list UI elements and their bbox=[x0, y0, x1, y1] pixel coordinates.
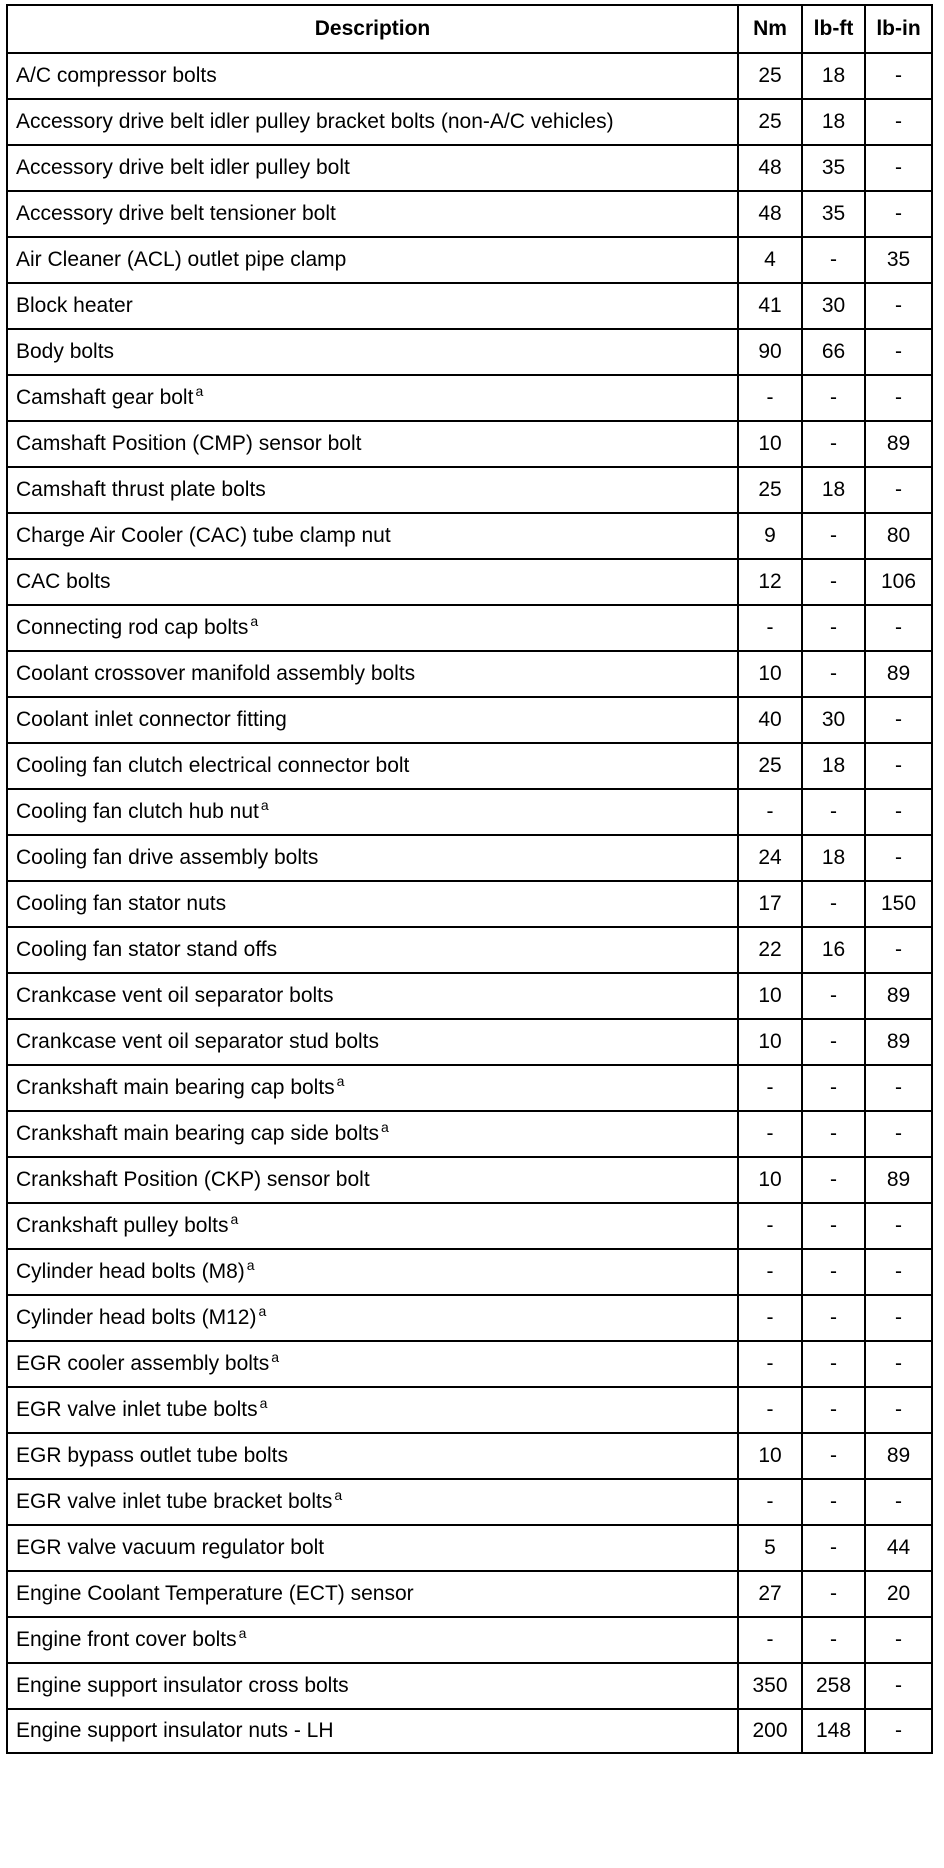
lb-ft-value-cell: - bbox=[802, 1157, 865, 1203]
lb-in-value-cell: - bbox=[865, 789, 932, 835]
description-text: Air Cleaner (ACL) outlet pipe clamp bbox=[16, 248, 347, 271]
nm-value-cell: - bbox=[738, 1295, 802, 1341]
nm-value-cell: - bbox=[738, 1617, 802, 1663]
nm-value-cell: 10 bbox=[738, 651, 802, 697]
description-cell bbox=[7, 1111, 738, 1157]
lb-ft-value-cell: - bbox=[802, 651, 865, 697]
lb-in-value-cell: - bbox=[865, 1203, 932, 1249]
description-cell bbox=[7, 973, 738, 1019]
lb-in-value-cell: 20 bbox=[865, 1571, 932, 1617]
description-cell bbox=[7, 1387, 738, 1433]
description-text: Crankshaft Position (CKP) sensor bolt bbox=[16, 1168, 370, 1191]
lb-in-value-cell: - bbox=[865, 1387, 932, 1433]
nm-value-cell: 40 bbox=[738, 697, 802, 743]
table-row bbox=[7, 53, 932, 99]
lb-in-value-cell: - bbox=[865, 1663, 932, 1709]
footnote-marker: a bbox=[259, 1395, 268, 1411]
lb-in-value-cell: - bbox=[865, 835, 932, 881]
description-text: Crankshaft main bearing cap bolts bbox=[16, 1076, 335, 1099]
nm-value-cell: - bbox=[738, 605, 802, 651]
description-text: EGR valve vacuum regulator bolt bbox=[16, 1536, 325, 1559]
lb-ft-value-cell: - bbox=[802, 881, 865, 927]
nm-value-cell: 90 bbox=[738, 329, 802, 375]
lb-ft-value-cell: 18 bbox=[802, 53, 865, 99]
description-text: Engine support insulator cross bolts bbox=[16, 1674, 349, 1697]
lb-in-value-cell: - bbox=[865, 1249, 932, 1295]
nm-value-cell: 48 bbox=[738, 145, 802, 191]
description-cell bbox=[7, 743, 738, 789]
nm-value-cell: 4 bbox=[738, 237, 802, 283]
lb-in-value-cell: 89 bbox=[865, 973, 932, 1019]
footnote-marker: a bbox=[246, 1257, 255, 1273]
description-cell bbox=[7, 651, 738, 697]
table-row bbox=[7, 1387, 932, 1433]
torque-spec-table bbox=[6, 4, 933, 1754]
lb-ft-value-cell: 148 bbox=[802, 1709, 865, 1753]
description-text: EGR bypass outlet tube bolts bbox=[16, 1444, 288, 1467]
lb-in-value-cell: 89 bbox=[865, 1157, 932, 1203]
description-text: Charge Air Cooler (CAC) tube clamp nut bbox=[16, 524, 391, 547]
footnote-marker: a bbox=[238, 1625, 247, 1641]
description-cell bbox=[7, 1433, 738, 1479]
description-text: Connecting rod cap bolts bbox=[16, 616, 249, 639]
lb-ft-value-cell: - bbox=[802, 1479, 865, 1525]
description-text: Crankshaft main bearing cap side bolts bbox=[16, 1122, 380, 1145]
table-row bbox=[7, 467, 932, 513]
table-row bbox=[7, 1065, 932, 1111]
table-row bbox=[7, 1525, 932, 1571]
description-text: Cooling fan stator nuts bbox=[16, 892, 227, 915]
table-row bbox=[7, 1019, 932, 1065]
description-cell bbox=[7, 559, 738, 605]
description-cell bbox=[7, 1249, 738, 1295]
table-row bbox=[7, 283, 932, 329]
table-row bbox=[7, 237, 932, 283]
table-row bbox=[7, 1479, 932, 1525]
lb-ft-value-cell: - bbox=[802, 1203, 865, 1249]
lb-in-value-cell: 106 bbox=[865, 559, 932, 605]
lb-ft-value-cell: - bbox=[802, 375, 865, 421]
table-row bbox=[7, 145, 932, 191]
lb-in-value-cell: - bbox=[865, 329, 932, 375]
lb-ft-value-cell: - bbox=[802, 1295, 865, 1341]
nm-value-cell: 25 bbox=[738, 99, 802, 145]
torque-spec-sheet bbox=[6, 4, 931, 1754]
description-cell bbox=[7, 835, 738, 881]
nm-value-cell: 12 bbox=[738, 559, 802, 605]
lb-ft-value-cell: - bbox=[802, 789, 865, 835]
column-header-lb-ft: lb-ft bbox=[802, 5, 865, 53]
footnote-marker: a bbox=[258, 1303, 267, 1319]
nm-value-cell: - bbox=[738, 1203, 802, 1249]
lb-in-value-cell: - bbox=[865, 743, 932, 789]
nm-value-cell: 350 bbox=[738, 1663, 802, 1709]
lb-ft-value-cell: 35 bbox=[802, 145, 865, 191]
description-cell bbox=[7, 697, 738, 743]
description-text: Cylinder head bolts (M12) bbox=[16, 1306, 257, 1329]
nm-value-cell: 17 bbox=[738, 881, 802, 927]
lb-in-value-cell: - bbox=[865, 1111, 932, 1157]
lb-in-value-cell: - bbox=[865, 1065, 932, 1111]
description-cell bbox=[7, 1709, 738, 1753]
table-row bbox=[7, 1249, 932, 1295]
table-body bbox=[7, 53, 932, 1753]
description-cell bbox=[7, 1203, 738, 1249]
lb-in-value-cell: 89 bbox=[865, 421, 932, 467]
description-cell bbox=[7, 1157, 738, 1203]
lb-ft-value-cell: - bbox=[802, 605, 865, 651]
description-text: EGR valve inlet tube bolts bbox=[16, 1398, 258, 1421]
lb-ft-value-cell: - bbox=[802, 513, 865, 559]
description-text: Block heater bbox=[16, 294, 133, 317]
table-row bbox=[7, 421, 932, 467]
lb-ft-value-cell: - bbox=[802, 1525, 865, 1571]
description-text: Engine Coolant Temperature (ECT) sensor bbox=[16, 1582, 414, 1605]
lb-ft-value-cell: - bbox=[802, 1433, 865, 1479]
nm-value-cell: - bbox=[738, 1065, 802, 1111]
description-cell bbox=[7, 1065, 738, 1111]
lb-in-value-cell: 89 bbox=[865, 1019, 932, 1065]
lb-in-value-cell: - bbox=[865, 927, 932, 973]
nm-value-cell: - bbox=[738, 1479, 802, 1525]
lb-in-value-cell: 150 bbox=[865, 881, 932, 927]
table-row bbox=[7, 835, 932, 881]
description-text: A/C compressor bolts bbox=[16, 64, 217, 87]
nm-value-cell: 10 bbox=[738, 1157, 802, 1203]
lb-in-value-cell: - bbox=[865, 605, 932, 651]
description-text: Engine support insulator nuts - LH bbox=[16, 1719, 334, 1742]
lb-in-value-cell: 44 bbox=[865, 1525, 932, 1571]
table-row bbox=[7, 191, 932, 237]
footnote-marker: a bbox=[334, 1487, 343, 1503]
nm-value-cell: 5 bbox=[738, 1525, 802, 1571]
lb-ft-value-cell: 30 bbox=[802, 697, 865, 743]
description-text: Cooling fan drive assembly bolts bbox=[16, 846, 319, 869]
lb-ft-value-cell: - bbox=[802, 1387, 865, 1433]
description-text: EGR valve inlet tube bracket bolts bbox=[16, 1490, 333, 1513]
description-cell bbox=[7, 375, 738, 421]
table-row bbox=[7, 697, 932, 743]
footnote-marker: a bbox=[381, 1119, 389, 1135]
nm-value-cell: - bbox=[738, 1341, 802, 1387]
table-row bbox=[7, 789, 932, 835]
table-row bbox=[7, 1433, 932, 1479]
lb-in-value-cell: - bbox=[865, 1341, 932, 1387]
lb-ft-value-cell: - bbox=[802, 1019, 865, 1065]
lb-ft-value-cell: 258 bbox=[802, 1663, 865, 1709]
description-text: EGR cooler assembly bolts bbox=[16, 1352, 270, 1375]
lb-ft-value-cell: - bbox=[802, 559, 865, 605]
lb-in-value-cell: 89 bbox=[865, 651, 932, 697]
lb-in-value-cell: - bbox=[865, 375, 932, 421]
table-row bbox=[7, 605, 932, 651]
description-text: Coolant inlet connector fitting bbox=[16, 708, 287, 731]
nm-value-cell: 22 bbox=[738, 927, 802, 973]
description-cell bbox=[7, 1663, 738, 1709]
description-cell bbox=[7, 881, 738, 927]
lb-in-value-cell: - bbox=[865, 1709, 932, 1753]
nm-value-cell: 10 bbox=[738, 421, 802, 467]
lb-ft-value-cell: 66 bbox=[802, 329, 865, 375]
table-row bbox=[7, 1571, 932, 1617]
table-row bbox=[7, 1295, 932, 1341]
description-text: Engine front cover bolts bbox=[16, 1628, 237, 1651]
table-row bbox=[7, 1617, 932, 1663]
column-header-description: Description bbox=[7, 5, 738, 53]
lb-in-value-cell: - bbox=[865, 145, 932, 191]
table-row bbox=[7, 743, 932, 789]
description-cell bbox=[7, 1571, 738, 1617]
description-cell bbox=[7, 237, 738, 283]
footnote-marker: a bbox=[336, 1073, 345, 1089]
nm-value-cell: 27 bbox=[738, 1571, 802, 1617]
lb-ft-value-cell: - bbox=[802, 1571, 865, 1617]
lb-in-value-cell: - bbox=[865, 1295, 932, 1341]
lb-in-value-cell: - bbox=[865, 191, 932, 237]
lb-in-value-cell: - bbox=[865, 53, 932, 99]
description-cell bbox=[7, 53, 738, 99]
lb-in-value-cell: 35 bbox=[865, 237, 932, 283]
description-cell bbox=[7, 1525, 738, 1571]
column-header-lb-in: lb-in bbox=[865, 5, 932, 53]
description-cell bbox=[7, 1341, 738, 1387]
description-text: Cooling fan clutch electrical connector bolt bbox=[16, 754, 410, 777]
description-cell bbox=[7, 513, 738, 559]
nm-value-cell: - bbox=[738, 789, 802, 835]
description-cell bbox=[7, 421, 738, 467]
lb-in-value-cell: - bbox=[865, 99, 932, 145]
nm-value-cell: 24 bbox=[738, 835, 802, 881]
table-row bbox=[7, 651, 932, 697]
footnote-marker: a bbox=[260, 797, 269, 813]
nm-value-cell: 9 bbox=[738, 513, 802, 559]
nm-value-cell: 25 bbox=[738, 53, 802, 99]
nm-value-cell: 48 bbox=[738, 191, 802, 237]
table-row bbox=[7, 1157, 932, 1203]
description-text: Crankcase vent oil separator stud bolts bbox=[16, 1030, 380, 1053]
lb-in-value-cell: - bbox=[865, 1617, 932, 1663]
nm-value-cell: 10 bbox=[738, 1019, 802, 1065]
description-cell bbox=[7, 1019, 738, 1065]
table-row bbox=[7, 329, 932, 375]
nm-value-cell: 200 bbox=[738, 1709, 802, 1753]
table-row bbox=[7, 99, 932, 145]
description-text: Accessory drive belt idler pulley bracket bolts (non-A/C vehicles) bbox=[16, 110, 614, 133]
lb-in-value-cell: - bbox=[865, 1479, 932, 1525]
nm-value-cell: - bbox=[738, 375, 802, 421]
table-row bbox=[7, 881, 932, 927]
description-text: Body bolts bbox=[16, 340, 115, 363]
description-text: CAC bolts bbox=[16, 570, 111, 593]
footnote-marker: a bbox=[250, 613, 259, 629]
lb-ft-value-cell: 35 bbox=[802, 191, 865, 237]
description-text: Crankcase vent oil separator bolts bbox=[16, 984, 334, 1007]
description-text: Camshaft Position (CMP) sensor bolt bbox=[16, 432, 362, 455]
lb-in-value-cell: - bbox=[865, 697, 932, 743]
table-row bbox=[7, 559, 932, 605]
lb-ft-value-cell: 18 bbox=[802, 743, 865, 789]
table-row bbox=[7, 927, 932, 973]
nm-value-cell: 10 bbox=[738, 1433, 802, 1479]
description-cell bbox=[7, 1295, 738, 1341]
description-cell bbox=[7, 283, 738, 329]
description-cell bbox=[7, 789, 738, 835]
description-text: Cylinder head bolts (M8) bbox=[16, 1260, 245, 1283]
lb-ft-value-cell: 30 bbox=[802, 283, 865, 329]
description-text: Cooling fan stator stand offs bbox=[16, 938, 278, 961]
description-cell bbox=[7, 927, 738, 973]
lb-ft-value-cell: - bbox=[802, 973, 865, 1019]
table-row bbox=[7, 1663, 932, 1709]
table-row bbox=[7, 1341, 932, 1387]
table-row bbox=[7, 513, 932, 559]
lb-in-value-cell: 89 bbox=[865, 1433, 932, 1479]
lb-in-value-cell: - bbox=[865, 283, 932, 329]
description-cell bbox=[7, 191, 738, 237]
lb-ft-value-cell: 18 bbox=[802, 835, 865, 881]
table-row bbox=[7, 1203, 932, 1249]
description-cell bbox=[7, 1479, 738, 1525]
description-cell bbox=[7, 467, 738, 513]
lb-ft-value-cell: - bbox=[802, 1341, 865, 1387]
lb-ft-value-cell: - bbox=[802, 421, 865, 467]
description-text: Cooling fan clutch hub nut bbox=[16, 800, 259, 823]
lb-ft-value-cell: 16 bbox=[802, 927, 865, 973]
table-row bbox=[7, 1709, 932, 1753]
nm-value-cell: 10 bbox=[738, 973, 802, 1019]
lb-ft-value-cell: 18 bbox=[802, 467, 865, 513]
description-cell bbox=[7, 99, 738, 145]
table-row bbox=[7, 375, 932, 421]
lb-ft-value-cell: - bbox=[802, 1065, 865, 1111]
description-cell bbox=[7, 145, 738, 191]
column-header-nm: Nm bbox=[738, 5, 802, 53]
description-cell bbox=[7, 1617, 738, 1663]
lb-ft-value-cell: - bbox=[802, 1111, 865, 1157]
lb-in-value-cell: - bbox=[865, 467, 932, 513]
nm-value-cell: - bbox=[738, 1387, 802, 1433]
footnote-marker: a bbox=[271, 1349, 280, 1365]
footnote-marker: a bbox=[230, 1211, 239, 1227]
lb-ft-value-cell: - bbox=[802, 1617, 865, 1663]
lb-ft-value-cell: - bbox=[802, 237, 865, 283]
description-text: Camshaft thrust plate bolts bbox=[16, 478, 266, 501]
nm-value-cell: - bbox=[738, 1111, 802, 1157]
lb-ft-value-cell: - bbox=[802, 1249, 865, 1295]
nm-value-cell: - bbox=[738, 1249, 802, 1295]
nm-value-cell: 25 bbox=[738, 743, 802, 789]
description-text: Camshaft gear bolt bbox=[16, 386, 194, 409]
description-text: Crankshaft pulley bolts bbox=[16, 1214, 229, 1237]
description-cell bbox=[7, 329, 738, 375]
nm-value-cell: 25 bbox=[738, 467, 802, 513]
table-row bbox=[7, 1111, 932, 1157]
description-cell bbox=[7, 605, 738, 651]
description-text: Accessory drive belt tensioner bolt bbox=[16, 202, 336, 225]
table-header-row bbox=[7, 5, 932, 53]
footnote-marker: a bbox=[195, 383, 204, 399]
lb-in-value-cell: 80 bbox=[865, 513, 932, 559]
lb-ft-value-cell: 18 bbox=[802, 99, 865, 145]
description-text: Coolant crossover manifold assembly bolts bbox=[16, 662, 416, 685]
table-row bbox=[7, 973, 932, 1019]
nm-value-cell: 41 bbox=[738, 283, 802, 329]
description-text: Accessory drive belt idler pulley bolt bbox=[16, 156, 350, 179]
